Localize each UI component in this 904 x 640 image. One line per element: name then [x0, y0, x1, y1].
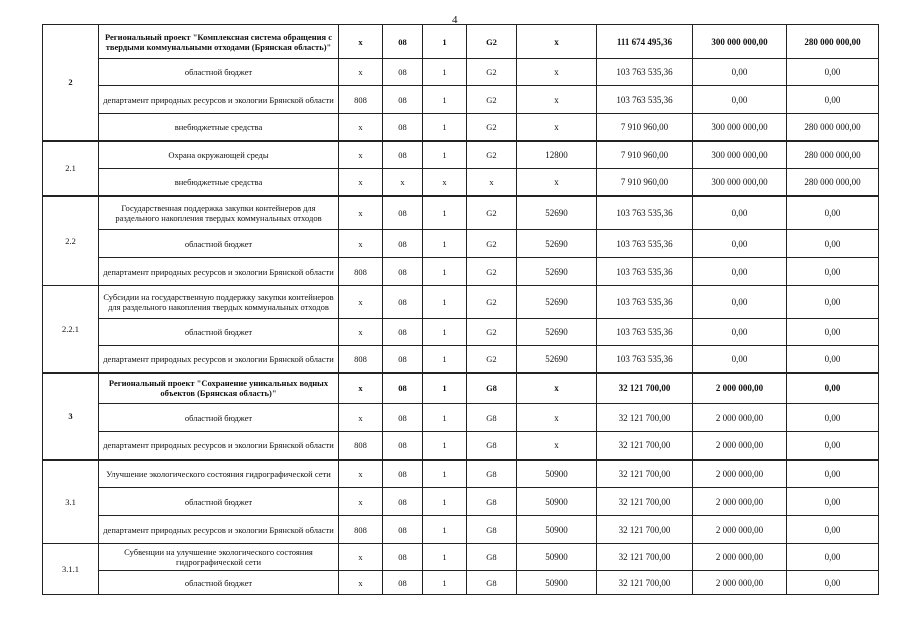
- amount-year-3-cell: 280 000 000,00: [787, 169, 879, 196]
- amount-year-2-cell: 2 000 000,00: [693, 488, 787, 516]
- section-code-cell: 08: [383, 460, 423, 488]
- grbs-code-cell: 808: [339, 346, 383, 373]
- target-article-cell: G8: [467, 432, 517, 460]
- target-article-cell: G2: [467, 141, 517, 169]
- subsection-code-cell: 1: [423, 86, 467, 114]
- subsection-code-cell: 1: [423, 59, 467, 86]
- subsection-code-cell: 1: [423, 141, 467, 169]
- amount-year-3-cell: 0,00: [787, 346, 879, 373]
- amount-year-1-cell: 103 763 535,36: [597, 286, 693, 319]
- expense-type-cell: 52690: [517, 196, 597, 230]
- target-article-cell: G2: [467, 59, 517, 86]
- grbs-code-cell: x: [339, 460, 383, 488]
- amount-year-2-cell: 0,00: [693, 196, 787, 230]
- expense-type-cell: 50900: [517, 571, 597, 595]
- target-article-cell: G2: [467, 258, 517, 286]
- subsection-code-cell: 1: [423, 258, 467, 286]
- table-row: [43, 460, 879, 488]
- expense-type-cell: 52690: [517, 346, 597, 373]
- section-code-cell: x: [383, 169, 423, 196]
- section-code-cell: 08: [383, 196, 423, 230]
- amount-year-1-cell: 32 121 700,00: [597, 571, 693, 595]
- section-code-cell: 08: [383, 86, 423, 114]
- grbs-code-cell: x: [339, 59, 383, 86]
- expense-type-cell: 12800: [517, 141, 597, 169]
- subsection-code-cell: 1: [423, 196, 467, 230]
- amount-year-3-cell: 0,00: [787, 373, 879, 404]
- amount-year-2-cell: 0,00: [693, 319, 787, 346]
- target-article-cell: G2: [467, 25, 517, 59]
- table-row: [43, 230, 879, 258]
- budget-table: [42, 24, 879, 595]
- item-number-cell: 3.1: [43, 460, 99, 544]
- grbs-code-cell: x: [339, 25, 383, 59]
- expense-type-cell: x: [517, 169, 597, 196]
- section-code-cell: 08: [383, 571, 423, 595]
- table-row: [43, 404, 879, 432]
- amount-year-3-cell: 280 000 000,00: [787, 25, 879, 59]
- expense-type-cell: x: [517, 404, 597, 432]
- item-name-cell: Региональный проект "Сохранение уникальных водных объектов (Брянская область)": [99, 373, 339, 404]
- item-number-cell: 2.2: [43, 196, 99, 286]
- table-row: [43, 346, 879, 373]
- amount-year-1-cell: 103 763 535,36: [597, 319, 693, 346]
- amount-year-3-cell: 0,00: [787, 404, 879, 432]
- item-name-cell: Региональный проект "Комплексная система обращения с твердыми коммунальными отходами (Брянская область)": [99, 25, 339, 59]
- subsection-code-cell: 1: [423, 373, 467, 404]
- grbs-code-cell: x: [339, 319, 383, 346]
- grbs-code-cell: x: [339, 488, 383, 516]
- table-row: [43, 196, 879, 230]
- section-code-cell: 08: [383, 432, 423, 460]
- amount-year-2-cell: 2 000 000,00: [693, 571, 787, 595]
- expense-type-cell: x: [517, 25, 597, 59]
- amount-year-2-cell: 0,00: [693, 230, 787, 258]
- table-row: [43, 319, 879, 346]
- table-row: [43, 169, 879, 196]
- section-code-cell: 08: [383, 544, 423, 571]
- grbs-code-cell: x: [339, 169, 383, 196]
- target-article-cell: G8: [467, 460, 517, 488]
- item-number-cell: 3: [43, 373, 99, 460]
- table-row: [43, 544, 879, 571]
- table-row: [43, 516, 879, 544]
- amount-year-1-cell: 103 763 535,36: [597, 59, 693, 86]
- item-name-cell: областной бюджет: [99, 230, 339, 258]
- table-row: [43, 488, 879, 516]
- section-code-cell: 08: [383, 286, 423, 319]
- amount-year-3-cell: 0,00: [787, 516, 879, 544]
- amount-year-3-cell: 280 000 000,00: [787, 141, 879, 169]
- target-article-cell: G2: [467, 346, 517, 373]
- table-row: [43, 114, 879, 141]
- section-code-cell: 08: [383, 516, 423, 544]
- item-name-cell: внебюджетные средства: [99, 169, 339, 196]
- item-number-cell: 3.1.1: [43, 544, 99, 595]
- expense-type-cell: x: [517, 114, 597, 141]
- amount-year-1-cell: 32 121 700,00: [597, 404, 693, 432]
- amount-year-3-cell: 0,00: [787, 319, 879, 346]
- subsection-code-cell: 1: [423, 286, 467, 319]
- amount-year-3-cell: 0,00: [787, 432, 879, 460]
- item-name-cell: Субвенции на улучшение экологического состояния гидрографической сети: [99, 544, 339, 571]
- amount-year-2-cell: 2 000 000,00: [693, 460, 787, 488]
- amount-year-1-cell: 103 763 535,36: [597, 346, 693, 373]
- target-article-cell: G8: [467, 404, 517, 432]
- expense-type-cell: 50900: [517, 460, 597, 488]
- target-article-cell: G2: [467, 196, 517, 230]
- amount-year-2-cell: 2 000 000,00: [693, 373, 787, 404]
- grbs-code-cell: 808: [339, 258, 383, 286]
- subsection-code-cell: 1: [423, 404, 467, 432]
- amount-year-1-cell: 103 763 535,36: [597, 86, 693, 114]
- section-code-cell: 08: [383, 373, 423, 404]
- amount-year-2-cell: 0,00: [693, 59, 787, 86]
- amount-year-1-cell: 32 121 700,00: [597, 516, 693, 544]
- amount-year-2-cell: 300 000 000,00: [693, 114, 787, 141]
- amount-year-2-cell: 0,00: [693, 258, 787, 286]
- section-code-cell: 08: [383, 25, 423, 59]
- item-name-cell: Улучшение экологического состояния гидрографической сети: [99, 460, 339, 488]
- amount-year-3-cell: 280 000 000,00: [787, 114, 879, 141]
- amount-year-2-cell: 2 000 000,00: [693, 404, 787, 432]
- amount-year-3-cell: 0,00: [787, 86, 879, 114]
- page-number: 4: [452, 14, 458, 26]
- table-row: [43, 286, 879, 319]
- grbs-code-cell: x: [339, 141, 383, 169]
- section-code-cell: 08: [383, 488, 423, 516]
- amount-year-2-cell: 300 000 000,00: [693, 141, 787, 169]
- amount-year-2-cell: 0,00: [693, 346, 787, 373]
- amount-year-1-cell: 32 121 700,00: [597, 460, 693, 488]
- item-name-cell: областной бюджет: [99, 404, 339, 432]
- amount-year-3-cell: 0,00: [787, 230, 879, 258]
- grbs-code-cell: x: [339, 286, 383, 319]
- target-article-cell: G8: [467, 373, 517, 404]
- amount-year-2-cell: 2 000 000,00: [693, 516, 787, 544]
- target-article-cell: G8: [467, 544, 517, 571]
- item-name-cell: областной бюджет: [99, 571, 339, 595]
- grbs-code-cell: x: [339, 196, 383, 230]
- table-row: [43, 571, 879, 595]
- section-code-cell: 08: [383, 141, 423, 169]
- amount-year-3-cell: 0,00: [787, 286, 879, 319]
- expense-type-cell: x: [517, 432, 597, 460]
- target-article-cell: G8: [467, 516, 517, 544]
- grbs-code-cell: 808: [339, 432, 383, 460]
- subsection-code-cell: 1: [423, 544, 467, 571]
- expense-type-cell: 52690: [517, 286, 597, 319]
- amount-year-1-cell: 7 910 960,00: [597, 141, 693, 169]
- item-number-cell: 2.2.1: [43, 286, 99, 373]
- target-article-cell: G2: [467, 319, 517, 346]
- amount-year-2-cell: 2 000 000,00: [693, 432, 787, 460]
- amount-year-3-cell: 0,00: [787, 59, 879, 86]
- section-code-cell: 08: [383, 346, 423, 373]
- section-code-cell: 08: [383, 230, 423, 258]
- amount-year-1-cell: 103 763 535,36: [597, 230, 693, 258]
- expense-type-cell: 50900: [517, 488, 597, 516]
- subsection-code-cell: 1: [423, 432, 467, 460]
- amount-year-1-cell: 7 910 960,00: [597, 114, 693, 141]
- item-name-cell: Охрана окружающей среды: [99, 141, 339, 169]
- subsection-code-cell: 1: [423, 488, 467, 516]
- section-code-cell: 08: [383, 59, 423, 86]
- item-name-cell: департамент природных ресурсов и экологии Брянской области: [99, 258, 339, 286]
- item-name-cell: областной бюджет: [99, 59, 339, 86]
- subsection-code-cell: 1: [423, 460, 467, 488]
- grbs-code-cell: x: [339, 373, 383, 404]
- amount-year-3-cell: 0,00: [787, 196, 879, 230]
- subsection-code-cell: 1: [423, 346, 467, 373]
- section-code-cell: 08: [383, 319, 423, 346]
- item-name-cell: внебюджетные средства: [99, 114, 339, 141]
- grbs-code-cell: x: [339, 571, 383, 595]
- target-article-cell: G2: [467, 114, 517, 141]
- amount-year-1-cell: 103 763 535,36: [597, 258, 693, 286]
- amount-year-1-cell: 7 910 960,00: [597, 169, 693, 196]
- amount-year-3-cell: 0,00: [787, 488, 879, 516]
- item-name-cell: Государственная поддержка закупки контейнеров для раздельного накопления твердых коммунальных отходов: [99, 196, 339, 230]
- item-name-cell: областной бюджет: [99, 319, 339, 346]
- subsection-code-cell: 1: [423, 571, 467, 595]
- amount-year-3-cell: 0,00: [787, 544, 879, 571]
- subsection-code-cell: 1: [423, 516, 467, 544]
- amount-year-1-cell: 32 121 700,00: [597, 488, 693, 516]
- expense-type-cell: 52690: [517, 230, 597, 258]
- expense-type-cell: 52690: [517, 319, 597, 346]
- table-row: [43, 258, 879, 286]
- subsection-code-cell: 1: [423, 230, 467, 258]
- table-row: [43, 25, 879, 59]
- target-article-cell: G2: [467, 230, 517, 258]
- amount-year-2-cell: 2 000 000,00: [693, 544, 787, 571]
- amount-year-2-cell: 0,00: [693, 286, 787, 319]
- amount-year-3-cell: 0,00: [787, 258, 879, 286]
- item-name-cell: областной бюджет: [99, 488, 339, 516]
- table-row: [43, 373, 879, 404]
- target-article-cell: G2: [467, 86, 517, 114]
- grbs-code-cell: x: [339, 114, 383, 141]
- table-row: [43, 86, 879, 114]
- amount-year-1-cell: 32 121 700,00: [597, 373, 693, 404]
- expense-type-cell: 52690: [517, 258, 597, 286]
- section-code-cell: 08: [383, 114, 423, 141]
- grbs-code-cell: 808: [339, 86, 383, 114]
- expense-type-cell: 50900: [517, 544, 597, 571]
- item-name-cell: департамент природных ресурсов и экологии Брянской области: [99, 86, 339, 114]
- item-name-cell: департамент природных ресурсов и экологии Брянской области: [99, 346, 339, 373]
- expense-type-cell: x: [517, 59, 597, 86]
- table-row: [43, 59, 879, 86]
- expense-type-cell: 50900: [517, 516, 597, 544]
- subsection-code-cell: 1: [423, 114, 467, 141]
- target-article-cell: G8: [467, 571, 517, 595]
- section-code-cell: 08: [383, 404, 423, 432]
- subsection-code-cell: 1: [423, 319, 467, 346]
- amount-year-1-cell: 32 121 700,00: [597, 544, 693, 571]
- amount-year-2-cell: 300 000 000,00: [693, 25, 787, 59]
- amount-year-1-cell: 32 121 700,00: [597, 432, 693, 460]
- item-number-cell: 2: [43, 25, 99, 141]
- target-article-cell: G2: [467, 286, 517, 319]
- expense-type-cell: x: [517, 373, 597, 404]
- amount-year-1-cell: 103 763 535,36: [597, 196, 693, 230]
- grbs-code-cell: x: [339, 230, 383, 258]
- section-code-cell: 08: [383, 258, 423, 286]
- amount-year-2-cell: 300 000 000,00: [693, 169, 787, 196]
- item-name-cell: департамент природных ресурсов и экологии Брянской области: [99, 432, 339, 460]
- amount-year-1-cell: 111 674 495,36: [597, 25, 693, 59]
- subsection-code-cell: x: [423, 169, 467, 196]
- expense-type-cell: x: [517, 86, 597, 114]
- grbs-code-cell: 808: [339, 516, 383, 544]
- target-article-cell: G8: [467, 488, 517, 516]
- target-article-cell: x: [467, 169, 517, 196]
- subsection-code-cell: 1: [423, 25, 467, 59]
- amount-year-3-cell: 0,00: [787, 571, 879, 595]
- grbs-code-cell: x: [339, 544, 383, 571]
- item-name-cell: Субсидии на государственную поддержку закупки контейнеров для раздельного накопления твердых коммунальных отходов: [99, 286, 339, 319]
- item-name-cell: департамент природных ресурсов и экологии Брянской области: [99, 516, 339, 544]
- amount-year-3-cell: 0,00: [787, 460, 879, 488]
- table-row: [43, 141, 879, 169]
- grbs-code-cell: x: [339, 404, 383, 432]
- table-row: [43, 432, 879, 460]
- amount-year-2-cell: 0,00: [693, 86, 787, 114]
- item-number-cell: 2.1: [43, 141, 99, 196]
